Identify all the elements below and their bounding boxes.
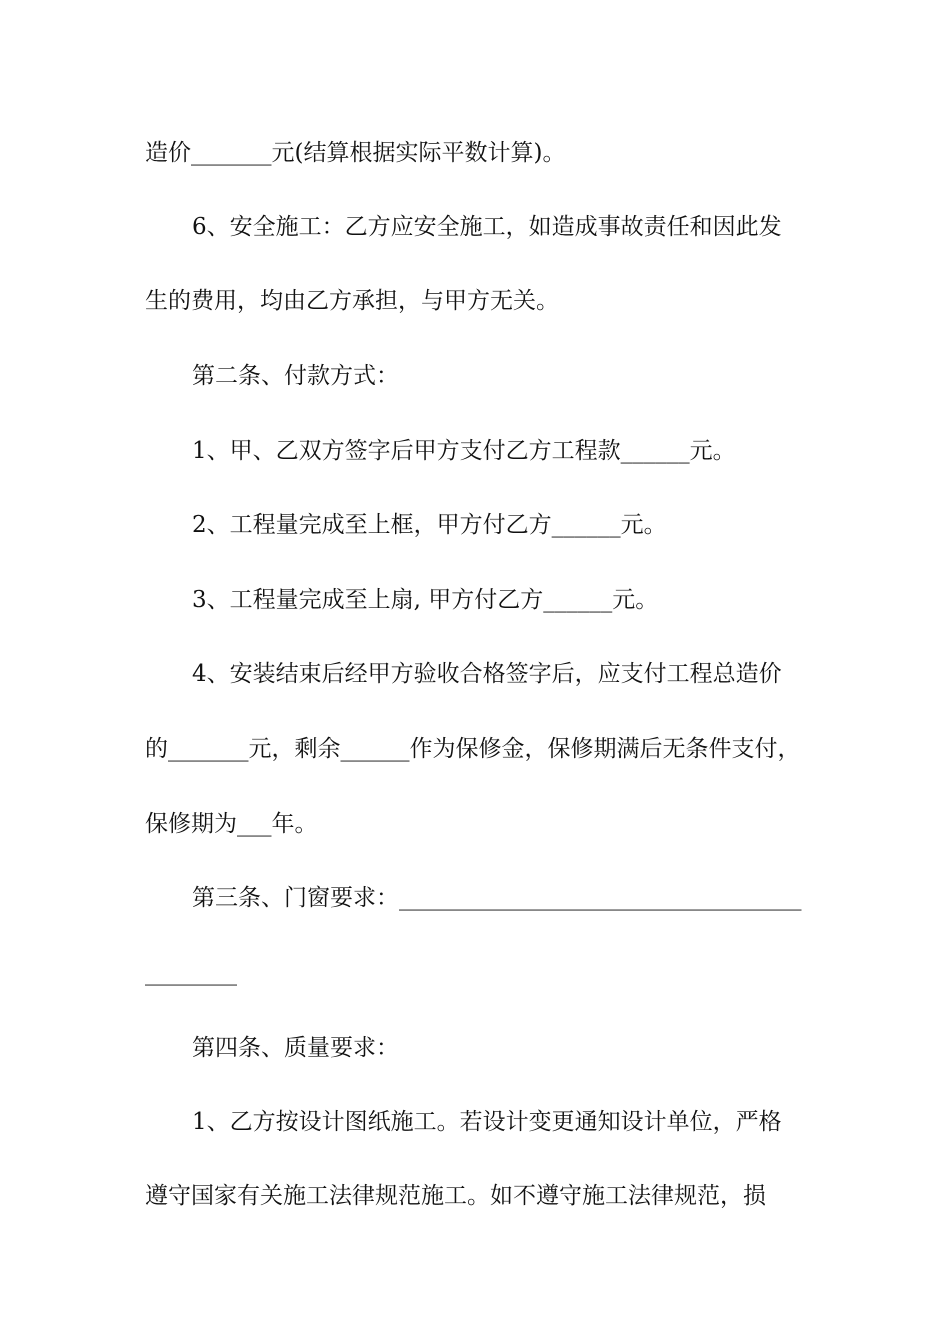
text-line: ________ [145, 960, 237, 986]
text-line: 3、工程量完成至上扇, 甲方付乙方______元。 [192, 587, 659, 613]
text-line: 生的费用，均由乙方承担，与甲方无关。 [145, 288, 559, 314]
text-line: 2、工程量完成至上框，甲方付乙方______元。 [192, 512, 667, 538]
section-heading: 第四条、质量要求： [192, 1035, 399, 1061]
text-line: 造价_______元(结算根据实际平数计算)。 [145, 140, 566, 166]
section-heading: 第二条、付款方式： [192, 363, 399, 389]
text-line: 1、乙方按设计图纸施工。若设计变更通知设计单位，严格 [192, 1109, 782, 1135]
text-line: 6、安全施工：乙方应安全施工，如造成事故责任和因此发 [192, 214, 782, 240]
text-line: 遵守国家有关施工法律规范施工。如不遵守施工法律规范，损 [145, 1183, 766, 1209]
text-line: 1、甲、乙双方签字后甲方支付乙方工程款______元。 [192, 438, 736, 464]
section-heading: 第三条、门窗要求：___________________________________ [192, 885, 802, 911]
text-line: 4、安装结束后经甲方验收合格签字后，应支付工程总造价 [192, 661, 782, 687]
text-line: 保修期为___年。 [145, 811, 318, 837]
text-line: 的_______元，剩余______作为保修金，保修期满后无条件支付， [145, 736, 801, 762]
